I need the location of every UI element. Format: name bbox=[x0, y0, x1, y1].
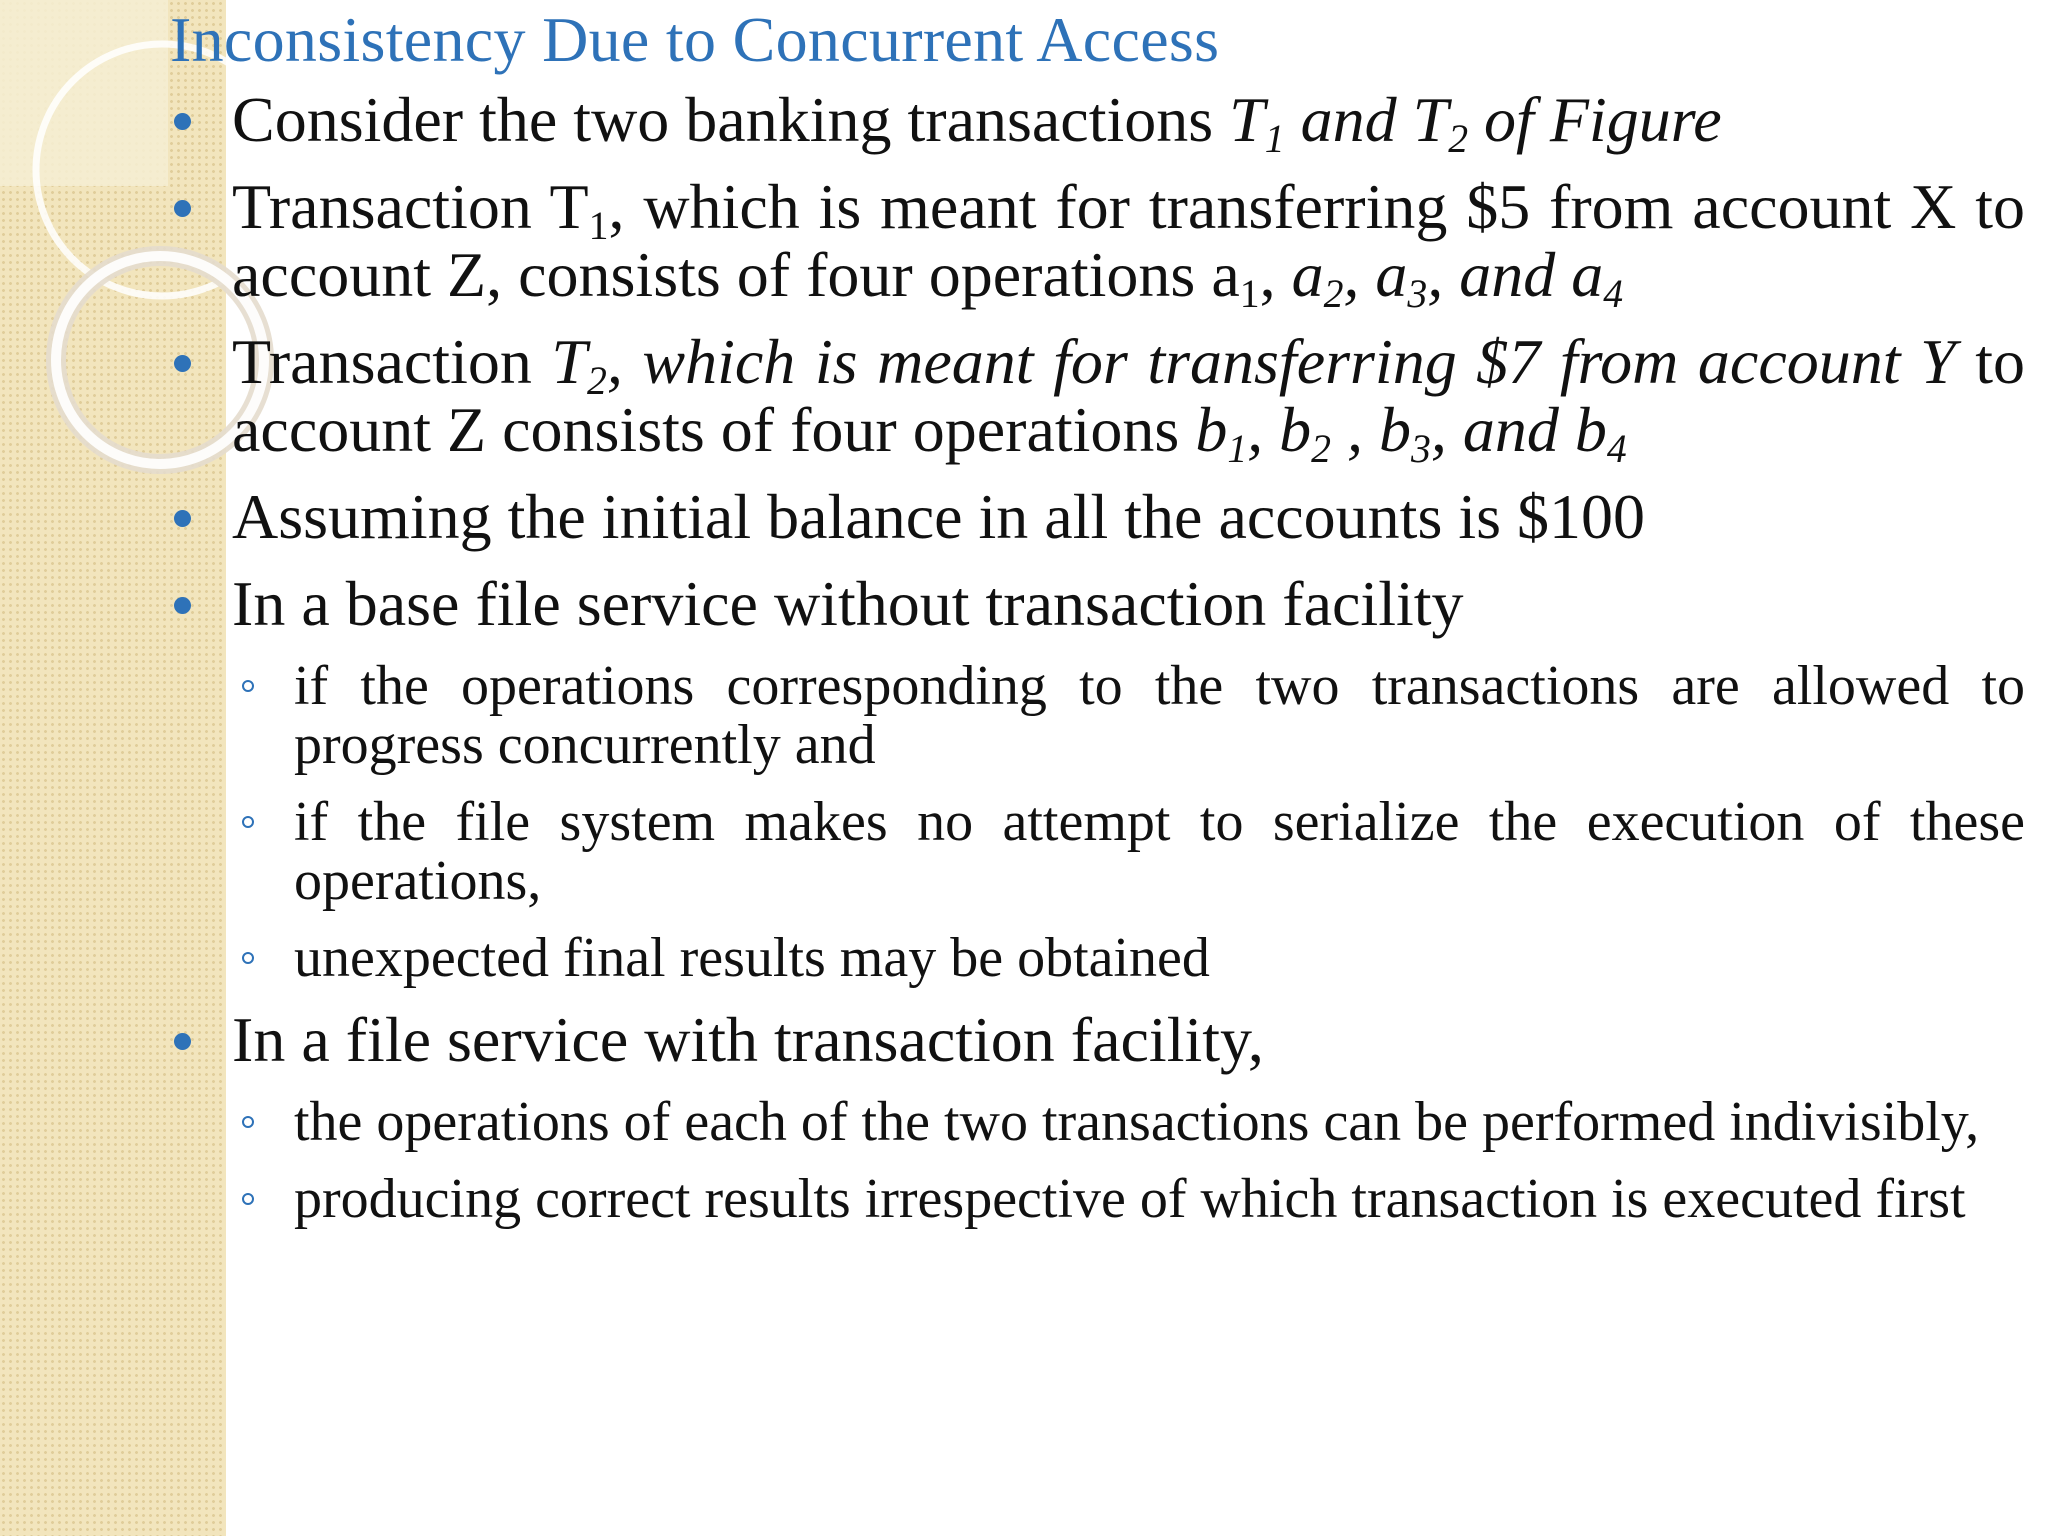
bullet-consider-transactions bbox=[170, 84, 2025, 162]
and-text: and bbox=[1284, 84, 1413, 155]
separator: , bbox=[1427, 239, 1460, 310]
b2-subscript: 2 bbox=[1311, 427, 1331, 472]
separator: , bbox=[1331, 394, 1379, 465]
bullet-with-transaction bbox=[170, 1006, 2025, 1074]
bullet-text-mid: , which is meant for transferring $5 from account X to account Z, consists of four operations a bbox=[232, 171, 2026, 310]
separator: , bbox=[1343, 239, 1376, 310]
italic-text: , which is meant for transferring $7 from account Y bbox=[606, 326, 1956, 397]
t1-subscript: 1 bbox=[588, 204, 609, 249]
bullet-text: Assuming the initial balance in all the accounts is $100 bbox=[232, 481, 1646, 552]
bullet-text: Transaction bbox=[232, 326, 552, 397]
bullet-text: In a file service with transaction facility, bbox=[232, 1004, 1264, 1075]
sub-bullet-serialize bbox=[170, 793, 2025, 911]
ring-bullet-icon bbox=[242, 1116, 254, 1128]
sub-bullet-text: unexpected final results may be obtained bbox=[294, 927, 1210, 989]
slide-content bbox=[170, 86, 2025, 1247]
a1-subscript: 1 bbox=[1239, 272, 1260, 317]
sub-bullet-text: producing correct results irrespective of which transaction is executed first bbox=[294, 1168, 1966, 1230]
bullet-without-transaction bbox=[170, 570, 2025, 638]
t2-subscript: 2 bbox=[1448, 117, 1469, 162]
a3-symbol: a bbox=[1375, 239, 1408, 310]
ring-bullet-icon bbox=[242, 816, 254, 828]
sub-bullet-text: if the operations corresponding to the two transactions are allowed to progress concurrently and bbox=[294, 655, 2025, 776]
a2-subscript: 2 bbox=[1323, 272, 1344, 317]
sub-bullet-correct-results bbox=[170, 1170, 2025, 1229]
ring-bullet-icon bbox=[242, 680, 254, 692]
b3-symbol: b bbox=[1379, 394, 1411, 465]
bullet-text: Transaction T bbox=[232, 171, 589, 242]
bullet-initial-balance bbox=[170, 483, 2025, 551]
bullet-dot-icon bbox=[174, 510, 191, 527]
sub-bullet-concurrent bbox=[170, 657, 2025, 775]
b4-subscript: 4 bbox=[1606, 427, 1627, 472]
separator: , bbox=[1259, 239, 1292, 310]
ring-bullet-icon bbox=[242, 1193, 254, 1205]
and-b4-text: and b bbox=[1462, 394, 1607, 465]
b1-subscript: 1 bbox=[1227, 427, 1248, 472]
sub-bullet-text: the operations of each of the two transactions can be performed indivisibly, bbox=[294, 1091, 1980, 1153]
t2-symbol: T bbox=[551, 326, 587, 397]
t2-subscript: 2 bbox=[587, 359, 607, 404]
b1-symbol: b bbox=[1195, 394, 1228, 465]
b3-subscript: 3 bbox=[1411, 427, 1431, 472]
separator: , bbox=[1430, 394, 1463, 465]
t2-symbol: T bbox=[1412, 84, 1449, 155]
sub-bullet-indivisibly bbox=[170, 1093, 2025, 1152]
a4-subscript: 4 bbox=[1603, 272, 1624, 317]
sub-bullet-unexpected bbox=[170, 929, 2025, 988]
t1-symbol: T bbox=[1229, 84, 1265, 155]
a3-subscript: 3 bbox=[1407, 272, 1428, 317]
bullet-dot-icon bbox=[174, 1033, 191, 1050]
bullet-dot-icon bbox=[174, 597, 191, 614]
bullet-text-mid: to account Z consists of four operations bbox=[232, 326, 2025, 465]
and-a4-text: and a bbox=[1459, 239, 1604, 310]
bullet-transaction-t2 bbox=[170, 326, 2025, 472]
bullet-text: In a base file service without transaction facility bbox=[232, 568, 1464, 639]
slide-title: Inconsistency Due to Concurrent Access bbox=[170, 4, 1220, 75]
separator: , bbox=[1247, 394, 1280, 465]
bullet-dot-icon bbox=[174, 200, 191, 217]
a2-symbol: a bbox=[1291, 239, 1324, 310]
ring-bullet-icon bbox=[242, 952, 254, 964]
b2-symbol: b bbox=[1279, 394, 1312, 465]
figure-text: of Figure bbox=[1468, 84, 1722, 155]
sub-bullet-text: if the file system makes no attempt to serialize the execution of these operations, bbox=[294, 791, 2025, 912]
t1-subscript: 1 bbox=[1264, 117, 1285, 162]
bullet-dot-icon bbox=[174, 113, 191, 130]
bullet-text: Consider the two banking transactions bbox=[232, 84, 1230, 155]
bullet-transaction-t1 bbox=[170, 171, 2026, 317]
bullet-dot-icon bbox=[174, 355, 191, 372]
